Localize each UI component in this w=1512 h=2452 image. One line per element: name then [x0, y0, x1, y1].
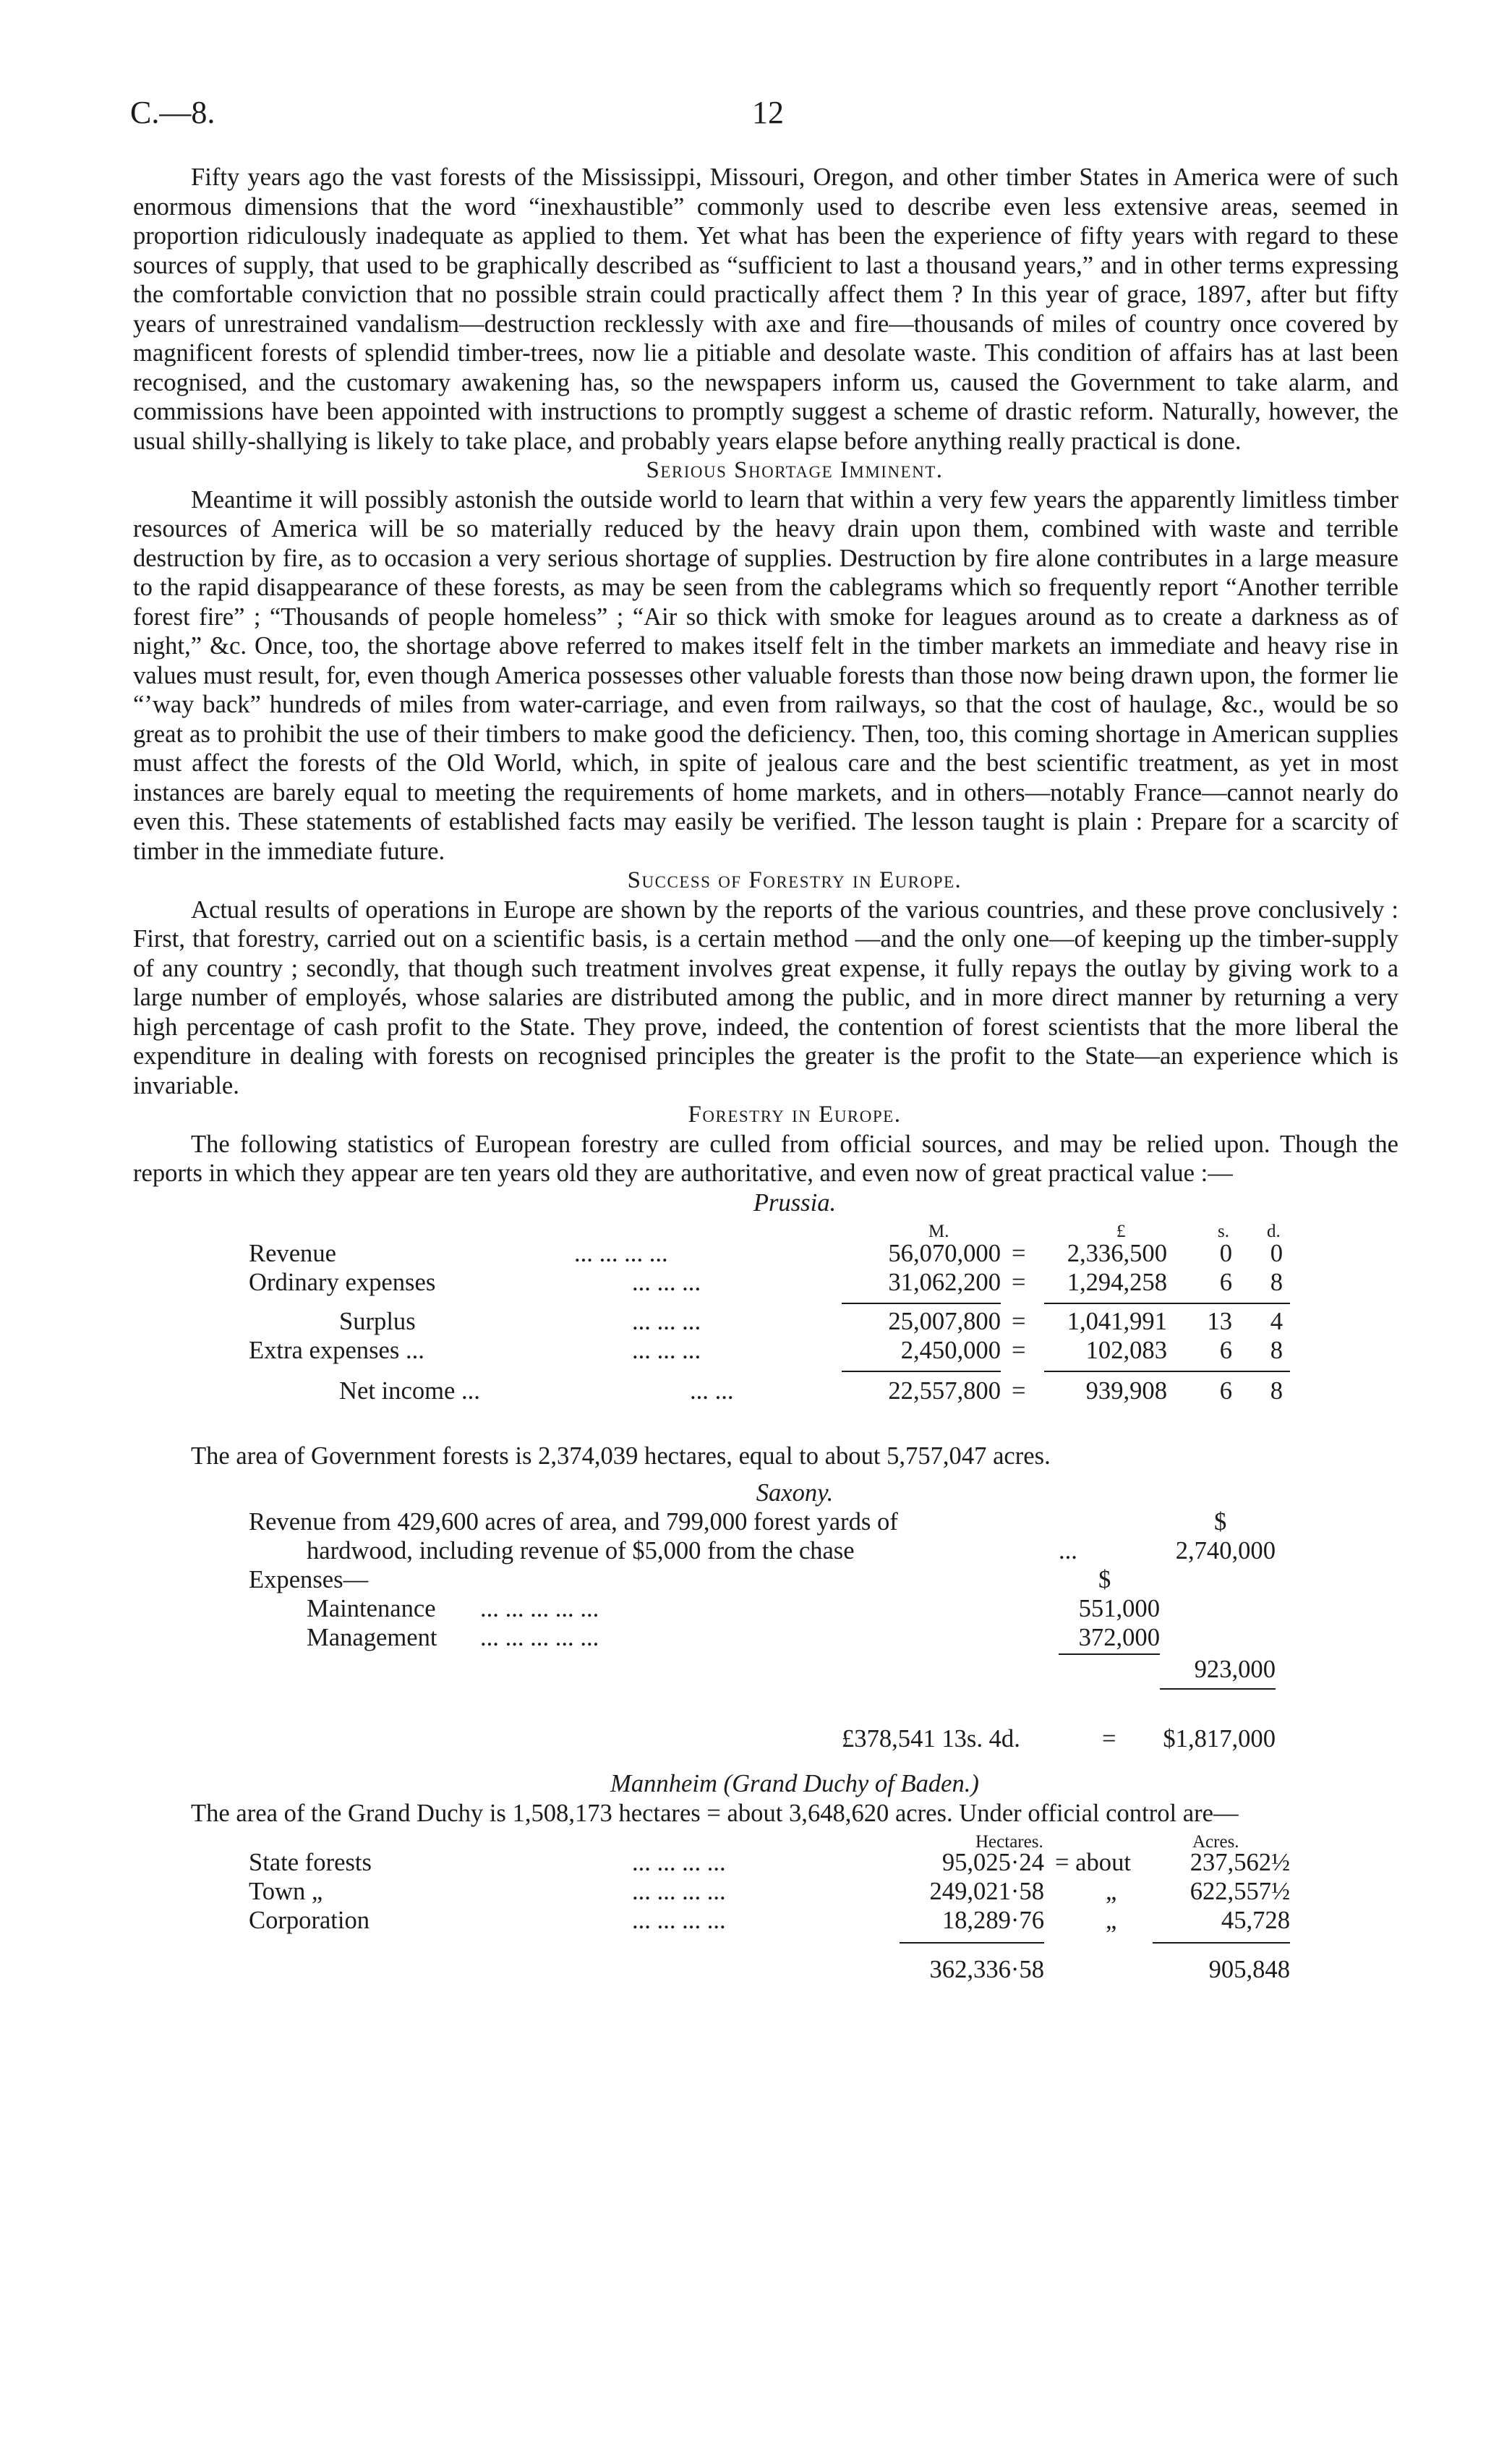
- prussia-pence-value: 8: [1270, 1337, 1283, 1364]
- prussia-pence-value: 0: [1270, 1240, 1283, 1267]
- leader-dots: ... ... ... ...: [632, 1849, 726, 1876]
- saxony-management-value: 372,000: [1078, 1624, 1160, 1651]
- mannheim-col-hectares: Hectares.: [975, 1832, 1043, 1852]
- table-row: [133, 1336, 1398, 1365]
- mannheim-col-acres: Acres.: [1192, 1832, 1239, 1852]
- equals-sign: =: [1012, 1377, 1026, 1405]
- mannheim-acres-value: 237,562½: [1189, 1849, 1290, 1876]
- table-row: [133, 1376, 1398, 1405]
- prussia-pence-value: 4: [1270, 1308, 1283, 1335]
- mannheim-equivalence: „: [1106, 1878, 1117, 1905]
- mannheim-equivalence: „: [1106, 1907, 1117, 1934]
- prussia-col-marks: M.: [928, 1222, 949, 1241]
- prussia-title: Prussia.: [753, 1188, 837, 1217]
- prussia-row-label: Revenue: [249, 1240, 336, 1267]
- prussia-marks-value: 31,062,200: [888, 1269, 1001, 1296]
- mannheim-hectares-value: 249,021·58: [929, 1878, 1044, 1905]
- saxony-title: Saxony.: [756, 1478, 834, 1507]
- prussia-pounds-value: 102,083: [1085, 1337, 1167, 1364]
- mannheim-intro: The area of the Grand Duchy is 1,508,173 hectares = about 3,648,620 acres. Under official control are—: [191, 1799, 1239, 1827]
- prussia-pounds-value: 1,294,258: [1067, 1269, 1167, 1296]
- saxony-revenue-label: Revenue from 429,600 acres of area, and 799,000 forest yards of: [249, 1508, 898, 1536]
- mannheim-row-label: Town „: [249, 1878, 323, 1905]
- table-row: [133, 1507, 1398, 1536]
- prussia-col-pence: d.: [1267, 1222, 1281, 1241]
- table-row: [133, 1536, 1398, 1565]
- mannheim-table: [133, 1828, 1398, 2009]
- leader-dots: ... ...: [690, 1377, 734, 1405]
- heading-forestry-europe: Forestry in Europe.: [688, 1102, 902, 1128]
- leader-dots: ... ... ... ...: [574, 1240, 668, 1267]
- document-body: [133, 163, 1398, 2009]
- table-row: [133, 1239, 1398, 1268]
- saxony-maintenance-label: Maintenance: [307, 1595, 436, 1622]
- equals-sign: =: [1012, 1269, 1026, 1296]
- prussia-row-label: Extra expenses ...: [249, 1337, 424, 1364]
- saxony-expenses-total: 923,000: [1194, 1656, 1276, 1683]
- table-row: [133, 1848, 1398, 1877]
- saxony-maintenance-value: 551,000: [1078, 1595, 1160, 1622]
- prussia-col-pounds: £: [1116, 1222, 1126, 1241]
- leader-dots: ... ... ... ...: [632, 1907, 726, 1934]
- document-reference: C.—8.: [130, 95, 215, 130]
- table-row: [133, 1565, 1398, 1594]
- shortage-paragraph: Meantime it will possibly astonish the outside world to learn that within a very few years the apparently limitless timber resources of America will be so materially reduced by the heavy drain upon them, combined with waste and terrible destruction by fire, as to occasion a very serious shortage of supplies. Destruction by fire alone contributes in a large measure to the rapid disappearance of these forests, as may be seen from the cablegrams which so frequently report “Another terrible forest fire” ; “Thousands of people homeless” ; “Air so thick with smoke for leagues around as to create a darkness as of night,” &c. Once, too, the shortage above referred to makes itself felt in the timber markets an immediate and heavy rise in values must result, for, even though America possesses other valuable forests than those now being drawn upon, the former lie “’way back” hundreds of miles from water-carriage, and even from railways, so that the cost of haulage, &c., would be so great as to prohibit the use of their timbers to make good the deficiency. Then, too, this coming shortage in American supplies must affect the forests of the Old World, which, in spite of jealous care and the best scientific treatment, as yet in most instances are barely equal to meeting the requirements of home markets, and in others—notably France—cannot nearly do even this. These statements of established facts may easily be verified. The lesson taught is plain : Prepare for a scarcity of timber in the immediate future.: [133, 485, 1398, 865]
- prussia-marks-value: 22,557,800: [888, 1377, 1001, 1405]
- table-row: [133, 1877, 1398, 1906]
- success-paragraph: Actual results of operations in Europe are shown by the reports of the various countries, and these prove conclusively : First, that forestry, carried out on a scientific basis, is a certain method —and the only one—of keeping up the timber-supply of any country ; secondly, that though such treatment involves great expense, it fully repays the outlay by giving work to a large number of employés, whose salaries are distributed among the public, and in more direct manner by returning a very high percentage of cash profit to the State. They prove, indeed, the contention of forest scientists that the more liberal the expenditure in dealing with forests on recognised principles the greater is the profit to the State—an experience which is invariable.: [133, 895, 1398, 1099]
- prussia-shillings-value: 6: [1219, 1337, 1232, 1364]
- page-number: 12: [752, 95, 784, 130]
- rule-line: [842, 1303, 1001, 1304]
- prussia-marks-value: 2,450,000: [900, 1337, 1001, 1364]
- prussia-pounds-value: 1,041,991: [1067, 1308, 1167, 1335]
- prussia-col-shillings: s.: [1218, 1222, 1229, 1241]
- rule-line: [842, 1371, 1001, 1372]
- dollar-sign: $: [1098, 1566, 1111, 1593]
- rule-line: [1153, 1942, 1290, 1944]
- table-row: [133, 1655, 1398, 1684]
- saxony-net-row: [133, 1724, 1398, 1759]
- prussia-table: [133, 1217, 1398, 1456]
- saxony-expenses-label: Expenses—: [249, 1566, 369, 1593]
- equals-sign: =: [1012, 1337, 1026, 1364]
- leader-dots: ... ... ... ... ...: [480, 1624, 599, 1651]
- mannheim-hectares-value: 18,289·76: [941, 1907, 1044, 1934]
- table-row: [133, 1724, 1398, 1753]
- leader-dots: ... ... ...: [632, 1269, 701, 1296]
- prussia-shillings-value: 0: [1219, 1240, 1232, 1267]
- table-row: [133, 1307, 1398, 1336]
- prussia-area-note: The area of Government forests is 2,374,039 hectares, equal to about 5,757,047 acres.: [191, 1442, 1051, 1470]
- prussia-shillings-value: 6: [1219, 1377, 1232, 1405]
- saxony-revenue-label-cont: hardwood, including revenue of $5,000 from the chase: [307, 1537, 855, 1565]
- table-row: [133, 1955, 1398, 1984]
- mannheim-title: Mannheim (Grand Duchy of Baden.): [610, 1770, 979, 1797]
- prussia-marks-value: 56,070,000: [888, 1240, 1001, 1267]
- rule-line: [1044, 1303, 1290, 1304]
- table-row: [133, 1594, 1398, 1623]
- prussia-pence-value: 8: [1270, 1269, 1283, 1296]
- prussia-shillings-value: 6: [1219, 1269, 1232, 1296]
- mannheim-equivalence: = about: [1055, 1849, 1131, 1876]
- leader-dots: ... ... ... ...: [632, 1878, 726, 1905]
- mannheim-row-label: Corporation: [249, 1907, 370, 1934]
- leader-dots: ... ... ... ... ...: [480, 1595, 599, 1622]
- prussia-shillings-value: 13: [1207, 1308, 1232, 1335]
- dollar-sign: $: [1214, 1508, 1227, 1536]
- mannheim-acres-value: 45,728: [1221, 1907, 1290, 1934]
- table-row: [133, 1623, 1398, 1652]
- equals-sign: =: [1102, 1725, 1116, 1753]
- prussia-marks-value: 25,007,800: [888, 1308, 1001, 1335]
- rule-line: [1044, 1371, 1290, 1372]
- leader-dots: ... ... ...: [632, 1308, 701, 1335]
- prussia-row-label: Ordinary expenses: [249, 1269, 436, 1296]
- saxony-table: [133, 1507, 1398, 1724]
- forestry-paragraph: The following statistics of European forestry are culled from official sources, and may be relied upon. Though the reports in which they appear are ten years old they are authoritative, and even now of great practical value :—: [133, 1130, 1398, 1187]
- equals-sign: =: [1012, 1308, 1026, 1335]
- leader-dots: ... ... ...: [632, 1337, 701, 1364]
- prussia-pounds-value: 2,336,500: [1067, 1240, 1167, 1267]
- prussia-pence-value: 8: [1270, 1377, 1283, 1405]
- saxony-management-label: Management: [307, 1624, 437, 1651]
- table-row: [133, 1268, 1398, 1297]
- saxony-revenue-value: 2,740,000: [1175, 1537, 1276, 1565]
- saxony-net-dollars: $1,817,000: [1163, 1725, 1276, 1753]
- mannheim-total-hectares: 362,336·58: [929, 1956, 1044, 1983]
- mannheim-row-label: State forests: [249, 1849, 372, 1876]
- mannheim-acres-value: 622,557½: [1189, 1878, 1290, 1905]
- saxony-net-sterling: £378,541 13s. 4d.: [842, 1725, 1020, 1753]
- leader-dots: ...: [1059, 1537, 1077, 1565]
- mannheim-hectares-value: 95,025·24: [941, 1849, 1044, 1876]
- heading-serious-shortage: Serious Shortage Imminent.: [646, 457, 944, 483]
- rule-line: [1160, 1688, 1276, 1690]
- rule-line: [900, 1942, 1044, 1944]
- prussia-pounds-value: 939,908: [1085, 1377, 1167, 1405]
- heading-success-forestry: Success of Forestry in Europe.: [627, 867, 962, 893]
- mannheim-total-acres: 905,848: [1208, 1956, 1290, 1983]
- prussia-row-label: Net income ...: [339, 1377, 480, 1405]
- equals-sign: =: [1012, 1240, 1026, 1267]
- table-row: [133, 1906, 1398, 1935]
- intro-paragraph: Fifty years ago the vast forests of the Mississippi, Missouri, Oregon, and other timber States in America were of such enormous dimensions that the word “inexhaustible” commonly used to describe even less extensive areas, seemed in proportion ridiculously inadequate as applied to them. Yet what has been the experience of fifty years with regard to these sources of supply, that used to be graphically described as “sufficient to last a thousand years,” and in other terms expressing the comfortable conviction that no possible strain could practically affect them ? In this year of grace, 1897, after but fifty years of unrestrained vandalism—destruction recklessly with axe and fire—thousands of miles of country once covered by magnificent forests of splendid timber-trees, now lie a pitiable and desolate waste. This condition of affairs has at last been recognised, and the customary awakening has, so the newspapers inform us, caused the Government to take alarm, and commissions have been appointed with instructions to promptly suggest a scheme of drastic reform. Naturally, however, the usual shilly-shallying is likely to take place, and probably years elapse before anything really practical is done.: [133, 163, 1398, 455]
- prussia-row-label: Surplus: [339, 1308, 416, 1335]
